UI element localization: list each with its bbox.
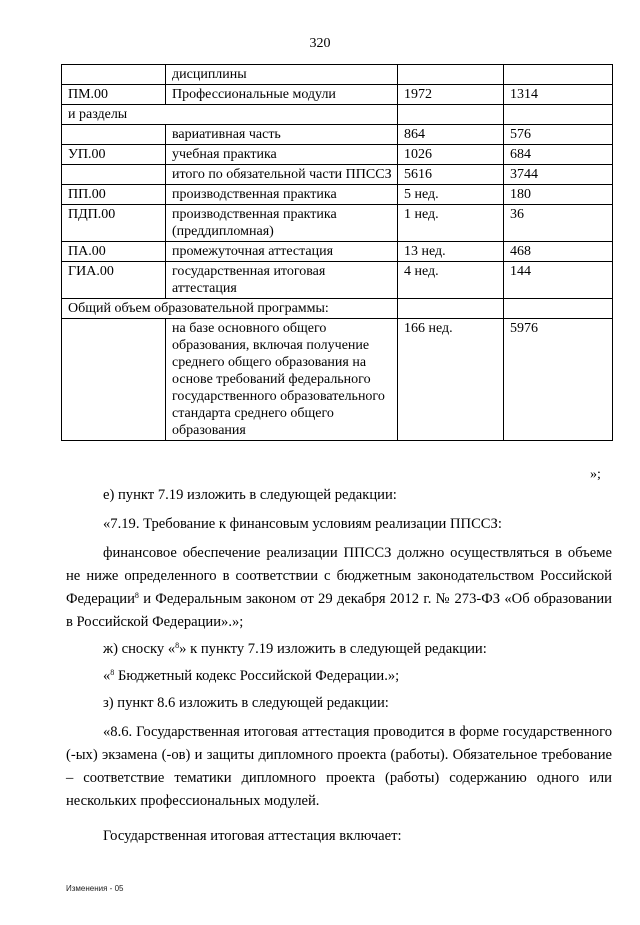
section-heading-cell: Общий объем образовательной программы: [62,299,398,319]
table-row [62,205,613,242]
footer-label: Изменения - 05 [66,884,124,893]
code-cell: ГИА.00 [62,262,166,299]
code-cell [62,319,166,441]
hours-cell: 180 [504,185,613,205]
table-row [62,125,613,145]
name-cell: производственная практика [166,185,398,205]
paragraph-item-z: з) пункт 8.6 изложить в следующей редакции: [103,695,389,711]
paragraph-8-6: «8.6. Государственная итоговая аттестация проводится в форме государственного (-ых) экзамена (-ов) и защиты дипломного проекта (работы). Обязательное требование – соответствие тематики дипломного проекта (работы) содержанию одного или нескольких профессиональных модулей. [66,724,612,809]
hours-cell [504,65,613,85]
section-heading-cell: и разделы [62,105,398,125]
hours-cell: 3744 [504,165,613,185]
max-load-cell [398,65,504,85]
name-cell: учебная практика [166,145,398,165]
table-row [62,145,613,165]
code-cell [62,165,166,185]
empty-cell [504,299,613,319]
curriculum-table [61,64,613,441]
max-load-cell: 13 нед. [398,242,504,262]
code-cell [62,125,166,145]
paragraph-financial-provision: финансовое обеспечение реализации ППССЗ должно осуществляться в объеме не ниже определенного в соответствии с бюджетным законодательством Российской Федерации$^8$ и Федеральным законом от 29 декабря 2012 г. № 273-ФЗ «Об образовании в Российской Федерации».»; [66,545,612,630]
table-row [62,242,613,262]
code-cell: ПДП.00 [62,205,166,242]
table-row [62,65,613,85]
code-cell [62,65,166,85]
name-cell: вариативная часть [166,125,398,145]
name-cell: Профессиональные модули [166,85,398,105]
max-load-cell: 166 нед. [398,319,504,441]
table-row [62,299,613,319]
page-number: 320 [309,36,331,51]
table-row [62,319,613,441]
table-row [62,185,613,205]
paragraph-footnote-text: «$^8$ Бюджетный кодекс Российской Федерации.»; [103,668,400,684]
table-row [62,85,613,105]
paragraph-item-e: е) пункт 7.19 изложить в следующей редакции: [103,487,397,503]
table-row [62,262,613,299]
name-cell: итого по обязательной части ППССЗ [166,165,398,185]
empty-cell [398,299,504,319]
code-cell: ПА.00 [62,242,166,262]
max-load-cell: 4 нед. [398,262,504,299]
footnote-ref-8: 8 [110,668,115,677]
hours-cell: 5976 [504,319,613,441]
paragraph-item-zh: ж) сноску «$^8$» к пункту 7.19 изложить в следующей редакции: [103,641,487,657]
paragraph-attestation-includes: Государственная итоговая аттестация включает: [103,828,402,844]
max-load-cell: 1972 [398,85,504,105]
name-cell: государственная итоговая аттестация [166,262,398,299]
paragraph-7-19-heading: «7.19. Требование к финансовым условиям реализации ППССЗ: [103,516,502,532]
empty-cell [398,105,504,125]
max-load-cell: 1 нед. [398,205,504,242]
table-closing-quote: »; [590,467,601,482]
hours-cell: 468 [504,242,613,262]
code-cell: УП.00 [62,145,166,165]
max-load-cell: 5616 [398,165,504,185]
hours-cell: 144 [504,262,613,299]
body-text [66,484,612,848]
name-cell: дисциплины [166,65,398,85]
table-row [62,105,613,125]
footnote-ref-8: 8 [134,591,139,600]
max-load-cell: 864 [398,125,504,145]
max-load-cell: 1026 [398,145,504,165]
name-cell: производственная практика (преддипломная) [166,205,398,242]
name-cell: промежуточная аттестация [166,242,398,262]
table-row [62,165,613,185]
name-cell: на базе основного общего образования, включая получение среднего общего образования на основе требований федерального государственного образовательного стандарта среднего общего образования [166,319,398,441]
hours-cell: 684 [504,145,613,165]
code-cell: ПМ.00 [62,85,166,105]
footnote-ref-8: 8 [175,641,180,650]
empty-cell [504,105,613,125]
hours-cell: 576 [504,125,613,145]
hours-cell: 36 [504,205,613,242]
code-cell: ПП.00 [62,185,166,205]
hours-cell: 1314 [504,85,613,105]
max-load-cell: 5 нед. [398,185,504,205]
